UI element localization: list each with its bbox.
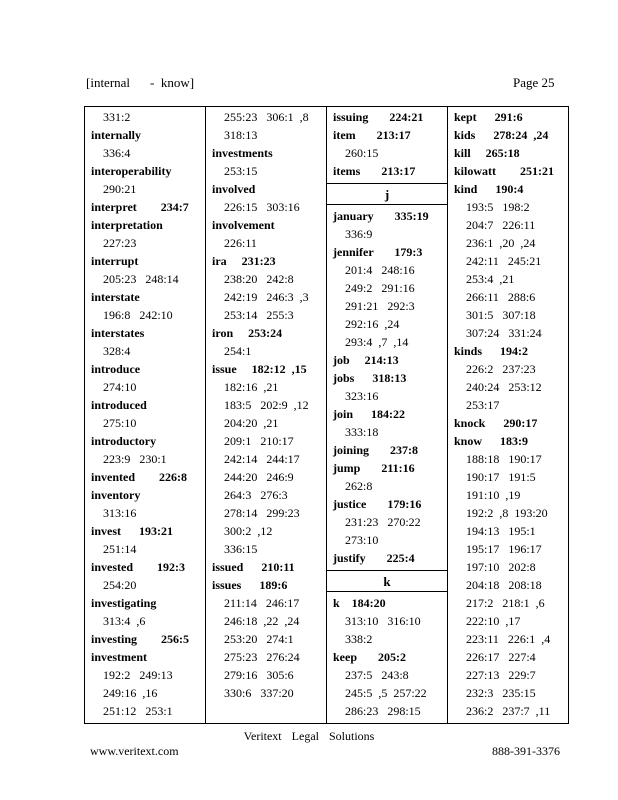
index-reference: 204:20 ,21 xyxy=(224,416,279,430)
index-term: kinds 194:2 xyxy=(454,344,529,358)
index-term: involvement xyxy=(212,218,275,232)
index-term: kids 278:24 ,24 xyxy=(454,128,549,142)
index-reference: 328:4 xyxy=(103,344,131,358)
index-term: invested 192:3 xyxy=(91,560,185,574)
index-term: interstate xyxy=(91,290,140,304)
page-header-range xyxy=(86,75,194,91)
range-start: [internal xyxy=(86,75,131,90)
index-reference: 331:2 xyxy=(103,110,131,124)
index-term: introduce xyxy=(91,362,141,376)
section-letter: k xyxy=(327,570,447,592)
index-reference: 204:18 208:18 xyxy=(466,578,542,592)
index-reference: 204:7 226:11 xyxy=(466,218,536,232)
index-reference: 236:1 ,20 ,24 xyxy=(466,236,536,250)
index-reference: 318:13 xyxy=(224,128,258,142)
index-reference: 292:16 ,24 xyxy=(345,317,400,331)
page-number: Page 25 xyxy=(513,75,555,90)
footer-word: Veritext xyxy=(243,729,282,743)
index-reference: 266:11 288:6 xyxy=(466,290,536,304)
index-reference: 227:23 xyxy=(103,236,137,250)
index-reference: 242:14 244:17 xyxy=(224,452,300,466)
index-reference: 192:2 ,8 193:20 xyxy=(466,506,548,520)
index-term: jobs 318:13 xyxy=(333,371,407,385)
index-reference: 253:14 255:3 xyxy=(224,308,294,322)
index-reference: 195:17 196:17 xyxy=(466,542,542,556)
index-reference: 238:20 242:8 xyxy=(224,272,294,286)
index-term: issue 182:12 ,15 xyxy=(212,362,307,376)
index-column-3 xyxy=(327,107,448,723)
index-term: introductory xyxy=(91,434,157,448)
footer-phone: 888-391-3376 xyxy=(492,744,560,758)
index-reference: 226:15 303:16 xyxy=(224,200,300,214)
index-reference: 323:16 xyxy=(345,389,379,403)
index-reference: 275:10 xyxy=(103,416,137,430)
index-reference: 193:5 198:2 xyxy=(466,200,530,214)
index-term: knock 290:17 xyxy=(454,416,538,430)
index-reference: 237:5 243:8 xyxy=(345,668,409,682)
index-reference: 253:4 ,21 xyxy=(466,272,515,286)
footer-website: www.veritext.com xyxy=(90,744,179,758)
index-reference: 262:8 xyxy=(345,479,373,493)
index-term: investment xyxy=(91,650,147,664)
index-reference: 278:14 299:23 xyxy=(224,506,300,520)
index-reference: 182:16 ,21 xyxy=(224,380,279,394)
index-reference: 236:2 237:7 ,11 xyxy=(466,704,551,718)
section-letter: j xyxy=(327,183,447,205)
index-reference: 231:23 270:22 xyxy=(345,515,421,529)
index-term: interrupt xyxy=(91,254,139,268)
index-reference: 188:18 190:17 xyxy=(466,452,542,466)
index-term: interpretation xyxy=(91,218,163,232)
index-reference: 190:17 191:5 xyxy=(466,470,536,484)
index-term: introduced xyxy=(91,398,147,412)
range-end: know] xyxy=(160,75,195,90)
index-reference: 251:14 xyxy=(103,542,137,556)
index-term: ira 231:23 xyxy=(212,254,276,268)
index-reference: 338:2 xyxy=(345,632,373,646)
index-column-1 xyxy=(85,107,206,723)
index-term: joining 237:8 xyxy=(333,443,419,457)
index-reference: 264:3 276:3 xyxy=(224,488,288,502)
index-reference: 275:23 276:24 xyxy=(224,650,300,664)
index-term: inventory xyxy=(91,488,141,502)
index-reference: 227:13 229:7 xyxy=(466,668,536,682)
footer-company xyxy=(0,729,618,744)
range-separator: - xyxy=(150,75,155,90)
index-term: kill 265:18 xyxy=(454,146,520,160)
footer-word: Legal xyxy=(291,729,319,743)
index-reference: 244:20 246:9 xyxy=(224,470,294,484)
index-term: internally xyxy=(91,128,141,142)
index-reference: 291:21 292:3 xyxy=(345,299,415,313)
index-term: kept 291:6 xyxy=(454,110,523,124)
index-reference: 183:5 202:9 ,12 xyxy=(224,398,309,412)
index-reference: 279:16 305:6 xyxy=(224,668,294,682)
index-term: issues 189:6 xyxy=(212,578,288,592)
index-reference: 226:11 xyxy=(224,236,257,250)
index-reference: 242:11 245:21 xyxy=(466,254,542,268)
index-term: interoperability xyxy=(91,164,172,178)
index-term: invented 226:8 xyxy=(91,470,187,484)
index-term: items 213:17 xyxy=(333,164,416,178)
index-term: justice 179:16 xyxy=(333,497,422,511)
index-reference: 232:3 235:15 xyxy=(466,686,536,700)
index-term: january 335:19 xyxy=(333,209,429,223)
footer-word: Solutions xyxy=(328,729,375,743)
index-reference: 245:5 ,5 257:22 xyxy=(345,686,427,700)
index-reference: 197:10 202:8 xyxy=(466,560,536,574)
index-term: issuing 224:21 xyxy=(333,110,424,124)
index-term: kilowatt 251:21 xyxy=(454,164,554,178)
index-reference: 194:13 195:1 xyxy=(466,524,536,538)
index-term: join 184:22 xyxy=(333,407,405,421)
index-column-4 xyxy=(448,107,568,723)
index-term: jennifer 179:3 xyxy=(333,245,423,259)
index-reference: 205:23 248:14 xyxy=(103,272,179,286)
index-reference: 330:6 337:20 xyxy=(224,686,294,700)
index-term: interpret 234:7 xyxy=(91,200,189,214)
index-reference: 246:18 ,22 ,24 xyxy=(224,614,300,628)
word-index-table xyxy=(84,106,569,724)
index-reference: 313:16 xyxy=(103,506,137,520)
index-reference: 196:8 242:10 xyxy=(103,308,173,322)
index-reference: 253:17 xyxy=(466,398,500,412)
index-reference: 253:15 xyxy=(224,164,258,178)
index-term: iron 253:24 xyxy=(212,326,283,340)
index-reference: 251:12 253:1 xyxy=(103,704,173,718)
index-reference: 209:1 210:17 xyxy=(224,434,294,448)
index-reference: 249:16 ,16 xyxy=(103,686,158,700)
index-reference: 260:15 xyxy=(345,146,379,160)
index-term: kind 190:4 xyxy=(454,182,524,196)
index-term: keep 205:2 xyxy=(333,650,406,664)
index-term: jump 211:16 xyxy=(333,461,415,475)
index-term: interstates xyxy=(91,326,145,340)
index-reference: 255:23 306:1 ,8 xyxy=(224,110,309,124)
index-term: issued 210:11 xyxy=(212,560,295,574)
index-term: invest 193:21 xyxy=(91,524,173,538)
index-reference: 253:20 274:1 xyxy=(224,632,294,646)
index-term: justify 225:4 xyxy=(333,551,415,565)
index-reference: 223:9 230:1 xyxy=(103,452,167,466)
index-term: k 184:20 xyxy=(333,596,386,610)
index-reference: 217:2 218:1 ,6 xyxy=(466,596,545,610)
index-reference: 226:17 227:4 xyxy=(466,650,536,664)
index-reference: 300:2 ,12 xyxy=(224,524,273,538)
index-reference: 293:4 ,7 ,14 xyxy=(345,335,409,349)
index-reference: 336:15 xyxy=(224,542,258,556)
index-reference: 191:10 ,19 xyxy=(466,488,521,502)
index-term: investigating xyxy=(91,596,157,610)
index-reference: 333:18 xyxy=(345,425,379,439)
index-reference: 201:4 248:16 xyxy=(345,263,415,277)
index-reference: 254:1 xyxy=(224,344,252,358)
index-reference: 254:20 xyxy=(103,578,137,592)
index-column-2 xyxy=(206,107,327,723)
index-reference: 222:10 ,17 xyxy=(466,614,521,628)
index-reference: 242:19 246:3 ,3 xyxy=(224,290,309,304)
index-term: involved xyxy=(212,182,256,196)
index-reference: 273:10 xyxy=(345,533,379,547)
index-reference: 226:2 237:23 xyxy=(466,362,536,376)
index-term: know 183:9 xyxy=(454,434,529,448)
index-reference: 336:4 xyxy=(103,146,131,160)
index-reference: 211:14 246:17 xyxy=(224,596,300,610)
index-term: investing 256:5 xyxy=(91,632,190,646)
index-reference: 240:24 253:12 xyxy=(466,380,542,394)
index-reference: 290:21 xyxy=(103,182,137,196)
index-reference: 313:10 316:10 xyxy=(345,614,421,628)
index-term: investments xyxy=(212,146,273,160)
index-reference: 307:24 331:24 xyxy=(466,326,542,340)
index-reference: 301:5 307:18 xyxy=(466,308,536,322)
index-reference: 286:23 298:15 xyxy=(345,704,421,718)
index-term: item 213:17 xyxy=(333,128,411,142)
index-reference: 274:10 xyxy=(103,380,137,394)
index-reference: 192:2 249:13 xyxy=(103,668,173,682)
index-reference: 336:9 xyxy=(345,227,373,241)
index-reference: 223:11 226:1 ,4 xyxy=(466,632,551,646)
index-term: job 214:13 xyxy=(333,353,399,367)
index-reference: 313:4 ,6 xyxy=(103,614,146,628)
index-reference: 249:2 291:16 xyxy=(345,281,415,295)
